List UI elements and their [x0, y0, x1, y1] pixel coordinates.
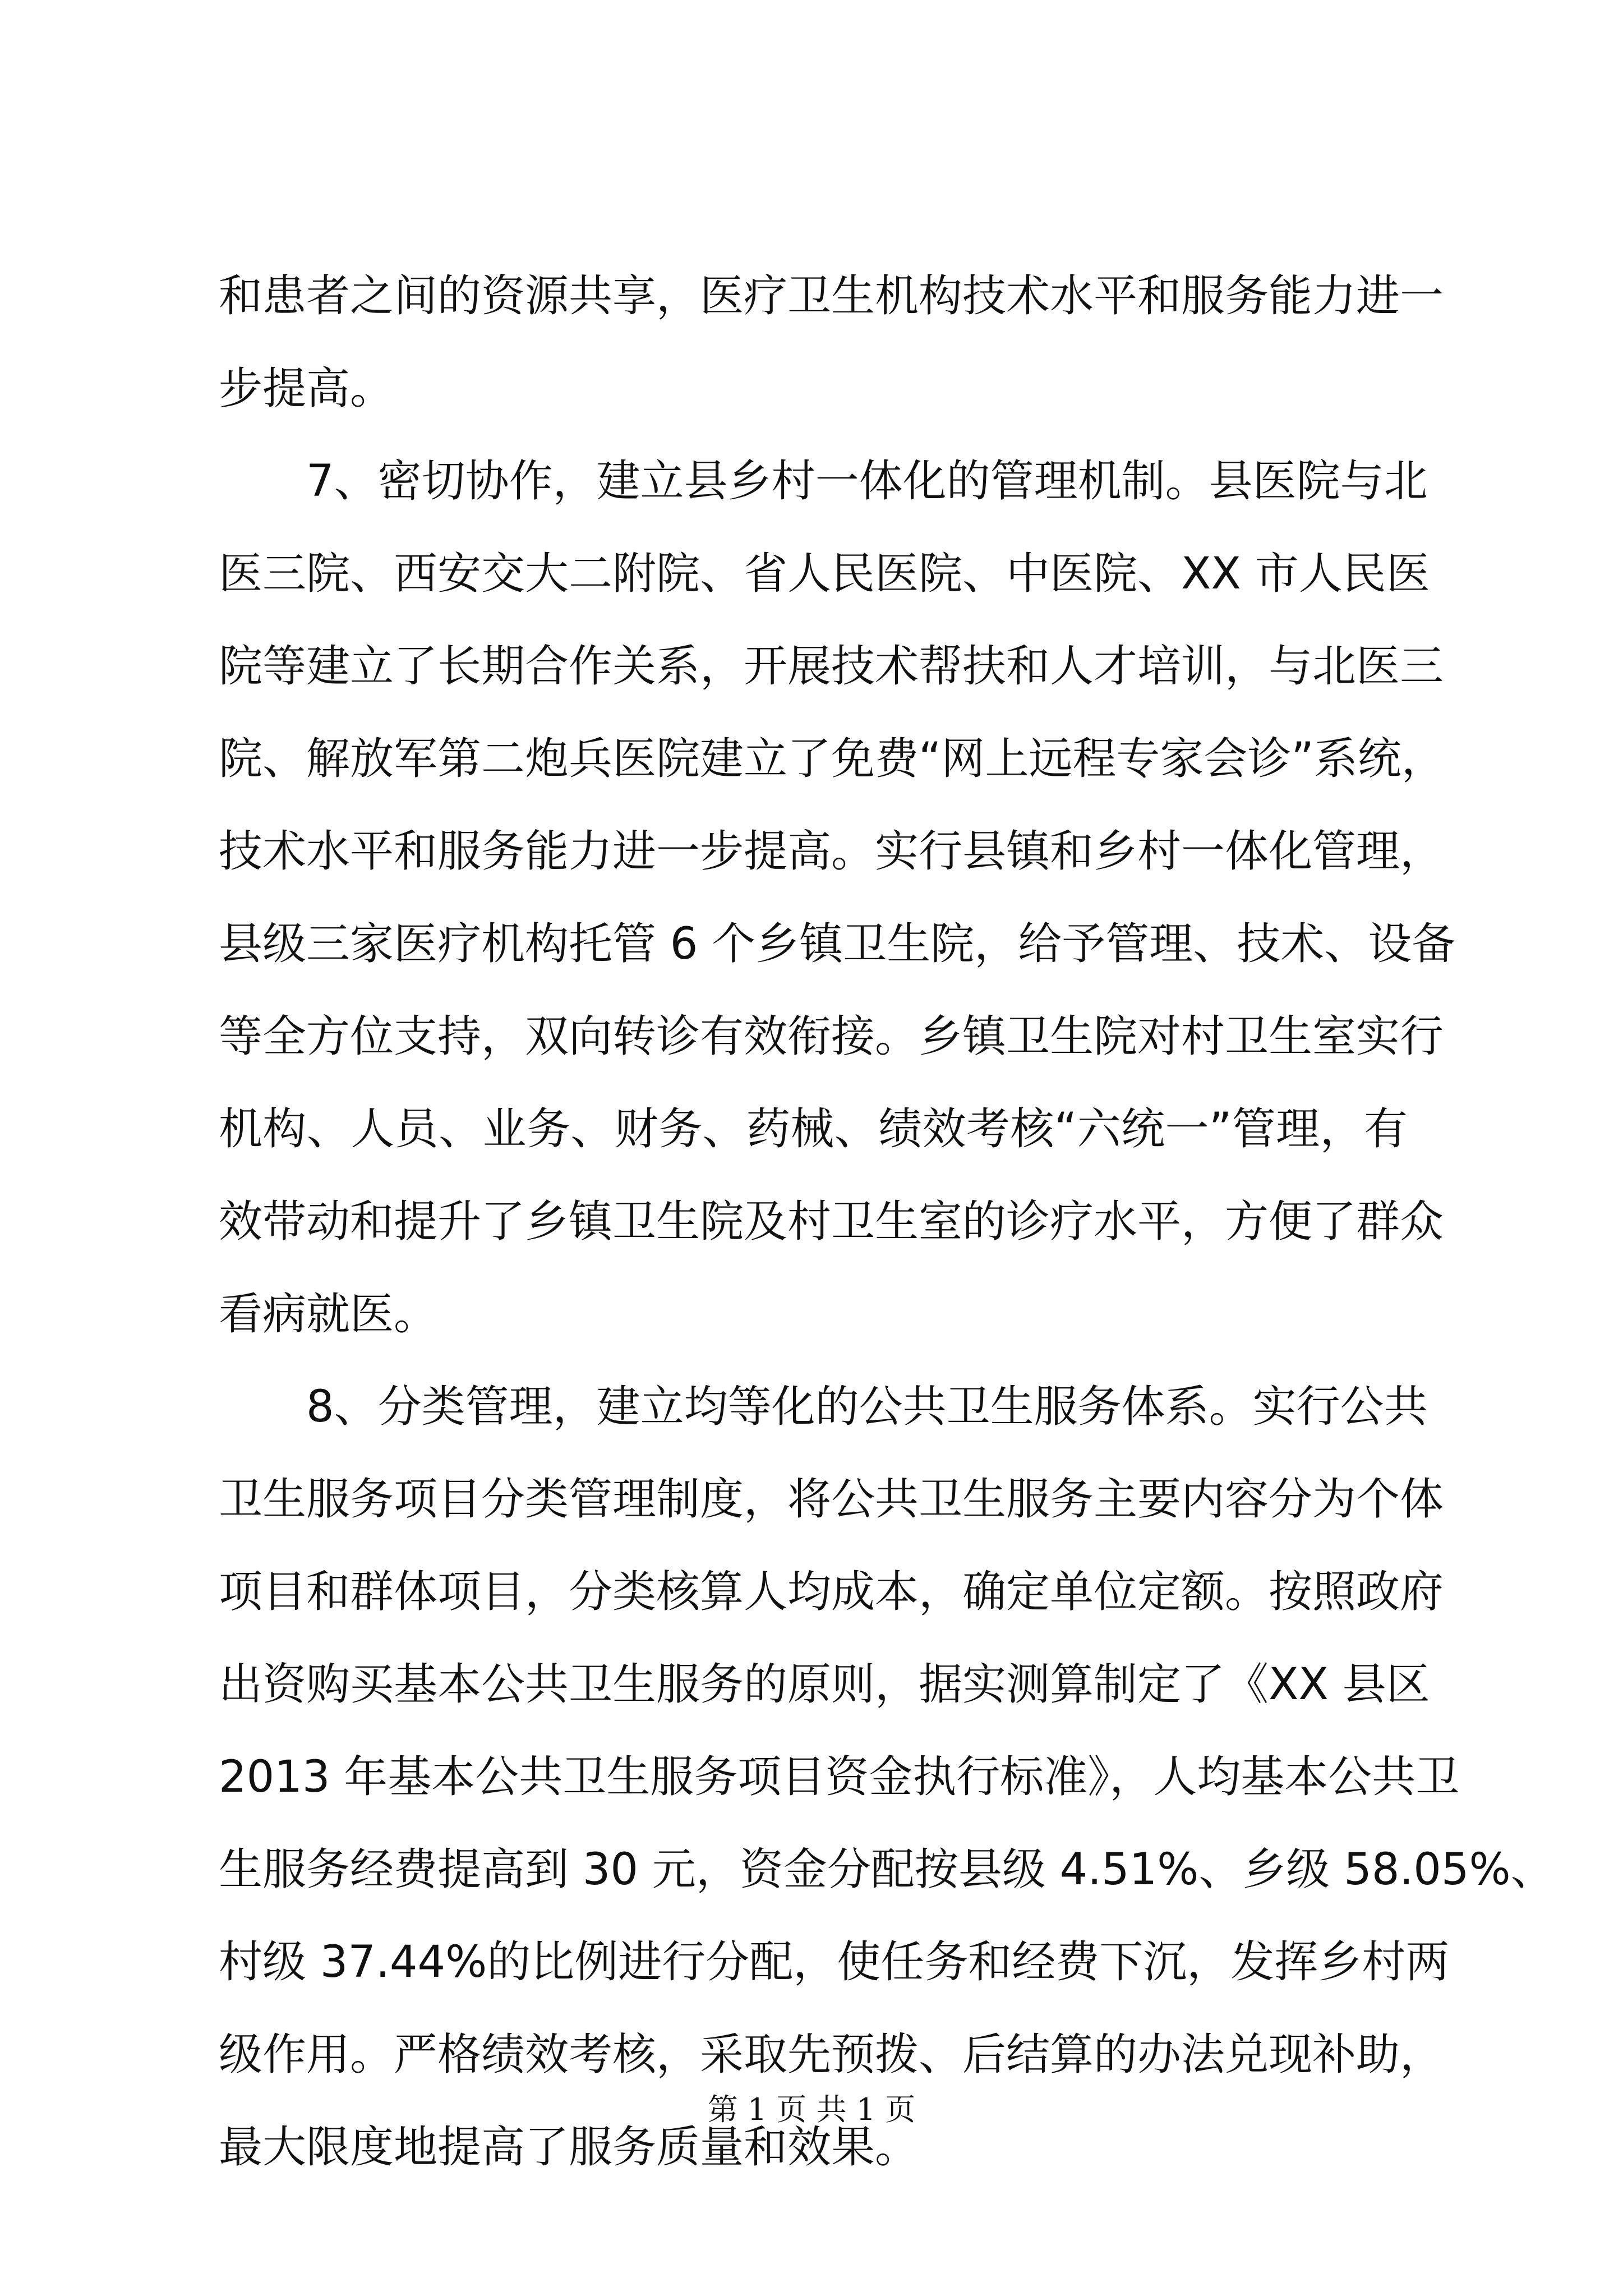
text-line: 级作用。严格绩效考核，采取先预拨、后结算的办法兑现补助，	[219, 2030, 1444, 2080]
page-footer	[0, 2090, 1623, 2129]
text-line: 最大限度地提高了服务质量和效果。	[219, 2122, 919, 2173]
text-line: 项目和群体项目，分类核算人均成本，确定单位定额。按照政府	[219, 1567, 1444, 1617]
text-line: 医三院、西安交大二附院、省人民医院、中医院、XX 市人民医	[219, 549, 1430, 599]
text-line: 等全方位支持，双向转诊有效衔接。乡镇卫生院对村卫生室实行	[219, 1011, 1444, 1062]
text-line: 县级三家医疗机构托管 6 个乡镇卫生院，给予管理、技术、设备	[219, 919, 1456, 969]
paragraph-8-first-line: 8、分类管理，建立均等化的公共卫生服务体系。实行公共	[306, 1382, 1428, 1432]
text-line: 和患者之间的资源共享，医疗卫生机构技术水平和服务能力进一	[219, 271, 1444, 321]
text-line: 效带动和提升了乡镇卫生院及村卫生室的诊疗水平，方便了群众	[219, 1197, 1444, 1247]
text-line: 机构、人员、业务、财务、药械、绩效考核“六统一”管理，有	[219, 1104, 1408, 1154]
document-body	[219, 269, 1555, 2213]
text-line: 村级 37.44%的比例进行分配，使任务和经费下沉，发挥乡村两	[219, 1937, 1450, 1987]
text-line: 出资购买基本公共卫生服务的原则，据实测算制定了《XX 县区	[219, 1659, 1430, 1710]
paragraph-7-first-line: 7、密切协作，建立县乡村一体化的管理机制。县医院与北	[306, 456, 1428, 507]
text-line: 卫生服务项目分类管理制度，将公共卫生服务主要内容分为个体	[219, 1474, 1444, 1525]
text-line: 生服务经费提高到 30 元，资金分配按县级 4.51%、乡级 58.05%、	[219, 1844, 1555, 1895]
text-line: 2013 年基本公共卫生服务项目资金执行标准》，人均基本公共卫	[219, 1752, 1460, 1802]
text-line: 院等建立了长期合作关系，开展技术帮扶和人才培训，与北医三	[219, 641, 1444, 692]
text-line: 技术水平和服务能力进一步提高。实行县镇和乡村一体化管理，	[219, 826, 1444, 877]
text-line: 院、解放军第二炮兵医院建立了免费“网上远程专家会诊”系统，	[219, 734, 1445, 784]
page-number-label: 第 1 页 共 1 页	[707, 2092, 916, 2127]
text-line: 看病就医。	[219, 1289, 438, 1340]
text-line: 步提高。	[219, 364, 394, 414]
